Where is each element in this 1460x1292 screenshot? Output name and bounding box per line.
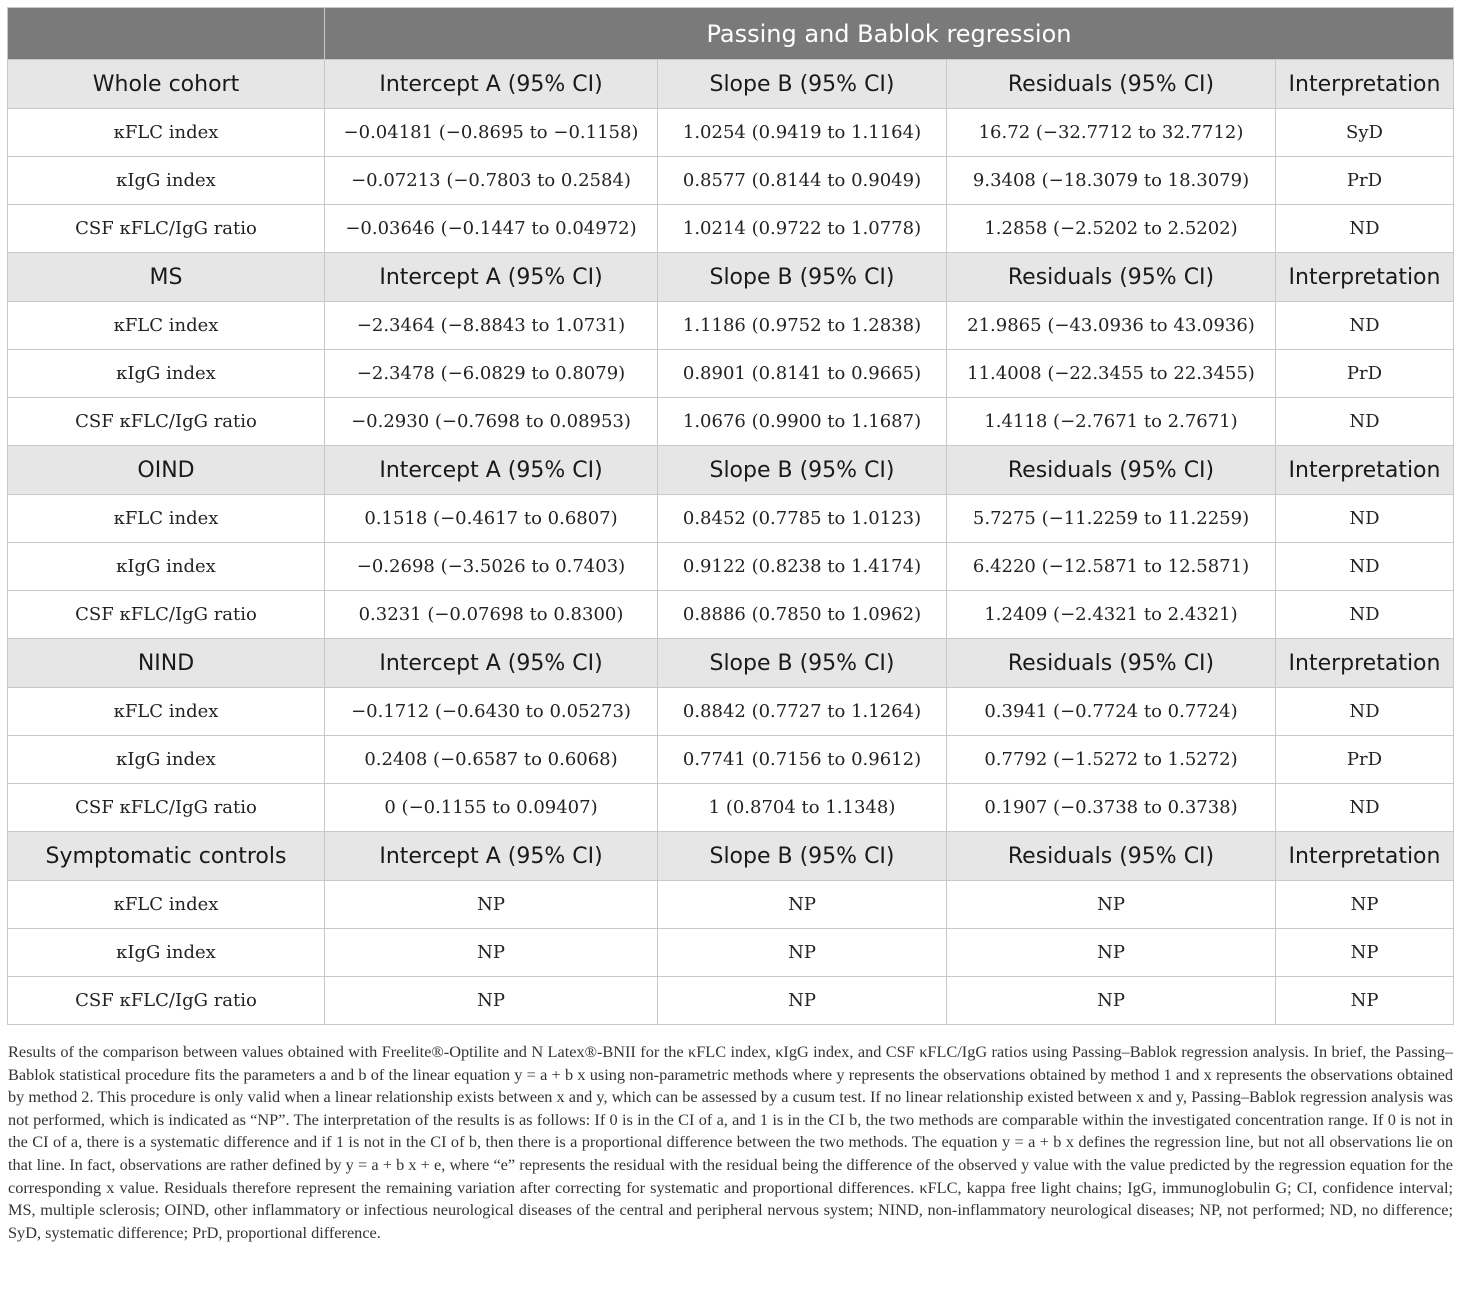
row-label: CSF κFLC/IgG ratio [8,205,325,253]
residuals-cell: 1.2409 (−2.4321 to 2.4321) [947,591,1276,639]
group-name: Symptomatic controls [8,832,325,881]
column-header: Residuals (95% CI) [947,639,1276,688]
slope-cell: NP [658,929,947,977]
interpretation-cell: ND [1276,784,1454,832]
interpretation-cell: ND [1276,688,1454,736]
residuals-cell: 1.4118 (−2.7671 to 2.7671) [947,398,1276,446]
column-header: Slope B (95% CI) [658,253,947,302]
intercept-cell: NP [325,929,658,977]
interpretation-cell: PrD [1276,736,1454,784]
row-label: κFLC index [8,302,325,350]
slope-cell: 1.1186 (0.9752 to 1.2838) [658,302,947,350]
table-title-blank-cell [8,8,325,60]
residuals-cell: 1.2858 (−2.5202 to 2.5202) [947,205,1276,253]
column-header: Intercept A (95% CI) [325,60,658,109]
row-label: κFLC index [8,881,325,929]
group-name: MS [8,253,325,302]
interpretation-cell: ND [1276,302,1454,350]
group-header-row [8,253,1454,302]
table-title: Passing and Bablok regression [325,8,1454,60]
row-label: κIgG index [8,350,325,398]
row-label: κFLC index [8,688,325,736]
interpretation-cell: ND [1276,495,1454,543]
table-row [8,495,1454,543]
slope-cell: 0.8901 (0.8141 to 0.9665) [658,350,947,398]
group-name: Whole cohort [8,60,325,109]
intercept-cell: −0.07213 (−0.7803 to 0.2584) [325,157,658,205]
intercept-cell: −0.03646 (−0.1447 to 0.04972) [325,205,658,253]
intercept-cell: −0.1712 (−0.6430 to 0.05273) [325,688,658,736]
column-header: Interpretation [1276,60,1454,109]
row-label: κIgG index [8,929,325,977]
slope-cell: NP [658,977,947,1025]
slope-cell: 0.7741 (0.7156 to 0.9612) [658,736,947,784]
slope-cell: 0.8886 (0.7850 to 1.0962) [658,591,947,639]
column-header: Slope B (95% CI) [658,446,947,495]
residuals-cell: NP [947,881,1276,929]
table-body [8,60,1454,1025]
table-caption: Results of the comparison between values obtained with Freelite®-Optilite and N Latex®-BNII for the κFLC index, κIgG index, and CSF κFLC/IgG ratios using Passing–Bablok regression analysis. In brief, the Passing–Bablok statistical procedure fits the parameters a and b of the linear equation y = a + b x using non-parametric methods where y represents the observations obtained by method 1 and x represents the observations obtained by method 2. This procedure is only valid when a linear relationship exists between x and y, which can be assessed by a cusum test. If no linear relationship existed between x and y, Passing–Bablok regression analysis was not performed, which is indicated as “NP”. The interpretation of the results is as follows: If 0 is in the CI of a, and 1 is in the CI b, the two methods are comparable within the investigated concentration range. If 0 is not in the CI of a, there is a systematic difference and if 1 is not in the CI of b, then there is a proportional difference between the two methods. The equation y = a + b x defines the regression line, but not all observations lie on that line. In fact, observations are rather defined by y = a + b x + e, where “e” represents the residual with the residual being the difference of the observed y value with the value predicted by the regression equation for the corresponding x value. Residuals therefore represent the remaining variation after correcting for systematic and proportional differences. κFLC, kappa free light chains; IgG, immunoglobulin G; CI, confidence interval; MS, multiple sclerosis; OIND, other inflammatory or infectious neurological diseases of the central and peripheral nervous system; NIND, non-inflammatory neurological diseases; NP, not performed; ND, no difference; SyD, systematic difference; PrD, proportional difference. [8,1042,1453,1242]
table-row [8,591,1454,639]
residuals-cell: 0.1907 (−0.3738 to 0.3738) [947,784,1276,832]
group-header-row [8,60,1454,109]
group-header-row [8,832,1454,881]
column-header: Intercept A (95% CI) [325,253,658,302]
interpretation-cell: ND [1276,398,1454,446]
table-row [8,929,1454,977]
intercept-cell: −0.2698 (−3.5026 to 0.7403) [325,543,658,591]
column-header: Slope B (95% CI) [658,60,947,109]
passing-bablok-table [7,7,1454,1025]
row-label: κFLC index [8,495,325,543]
slope-cell: 0.8452 (0.7785 to 1.0123) [658,495,947,543]
column-header: Residuals (95% CI) [947,446,1276,495]
table-row [8,302,1454,350]
residuals-cell: 0.3941 (−0.7724 to 0.7724) [947,688,1276,736]
interpretation-cell: PrD [1276,350,1454,398]
table-row [8,688,1454,736]
interpretation-cell: PrD [1276,157,1454,205]
group-name: OIND [8,446,325,495]
column-header: Intercept A (95% CI) [325,446,658,495]
residuals-cell: 21.9865 (−43.0936 to 43.0936) [947,302,1276,350]
row-label: CSF κFLC/IgG ratio [8,784,325,832]
intercept-cell: −2.3478 (−6.0829 to 0.8079) [325,350,658,398]
intercept-cell: 0.3231 (−0.07698 to 0.8300) [325,591,658,639]
intercept-cell: NP [325,881,658,929]
table-row [8,881,1454,929]
residuals-cell: 6.4220 (−12.5871 to 12.5871) [947,543,1276,591]
row-label: CSF κFLC/IgG ratio [8,977,325,1025]
residuals-cell: 16.72 (−32.7712 to 32.7712) [947,109,1276,157]
column-header: Interpretation [1276,446,1454,495]
table-row [8,736,1454,784]
slope-cell: 1.0214 (0.9722 to 1.0778) [658,205,947,253]
table-row [8,543,1454,591]
column-header: Intercept A (95% CI) [325,639,658,688]
residuals-cell: 9.3408 (−18.3079 to 18.3079) [947,157,1276,205]
table-title-row [8,8,1454,60]
intercept-cell: −0.2930 (−0.7698 to 0.08953) [325,398,658,446]
interpretation-cell: ND [1276,543,1454,591]
residuals-cell: NP [947,977,1276,1025]
interpretation-cell: NP [1276,977,1454,1025]
table-row [8,398,1454,446]
slope-cell: 0.8577 (0.8144 to 0.9049) [658,157,947,205]
group-header-row [8,446,1454,495]
column-header: Residuals (95% CI) [947,832,1276,881]
row-label: κIgG index [8,543,325,591]
slope-cell: 1.0254 (0.9419 to 1.1164) [658,109,947,157]
column-header: Slope B (95% CI) [658,639,947,688]
row-label: κIgG index [8,157,325,205]
column-header: Interpretation [1276,639,1454,688]
column-header: Intercept A (95% CI) [325,832,658,881]
table-row [8,977,1454,1025]
table-row [8,109,1454,157]
row-label: κIgG index [8,736,325,784]
intercept-cell: 0 (−0.1155 to 0.09407) [325,784,658,832]
column-header: Residuals (95% CI) [947,60,1276,109]
residuals-cell: 11.4008 (−22.3455 to 22.3455) [947,350,1276,398]
interpretation-cell: ND [1276,591,1454,639]
slope-cell: NP [658,881,947,929]
table-row [8,205,1454,253]
interpretation-cell: ND [1276,205,1454,253]
column-header: Slope B (95% CI) [658,832,947,881]
row-label: CSF κFLC/IgG ratio [8,591,325,639]
interpretation-cell: NP [1276,881,1454,929]
intercept-cell: NP [325,977,658,1025]
slope-cell: 1 (0.8704 to 1.1348) [658,784,947,832]
intercept-cell: 0.2408 (−0.6587 to 0.6068) [325,736,658,784]
table-row [8,350,1454,398]
interpretation-cell: NP [1276,929,1454,977]
row-label: κFLC index [8,109,325,157]
slope-cell: 0.8842 (0.7727 to 1.1264) [658,688,947,736]
intercept-cell: −0.04181 (−0.8695 to −0.1158) [325,109,658,157]
slope-cell: 0.9122 (0.8238 to 1.4174) [658,543,947,591]
intercept-cell: −2.3464 (−8.8843 to 1.0731) [325,302,658,350]
residuals-cell: 0.7792 (−1.5272 to 1.5272) [947,736,1276,784]
interpretation-cell: SyD [1276,109,1454,157]
group-name: NIND [8,639,325,688]
table-row [8,157,1454,205]
intercept-cell: 0.1518 (−0.4617 to 0.6807) [325,495,658,543]
column-header: Residuals (95% CI) [947,253,1276,302]
row-label: CSF κFLC/IgG ratio [8,398,325,446]
group-header-row [8,639,1454,688]
table-row [8,784,1454,832]
slope-cell: 1.0676 (0.9900 to 1.1687) [658,398,947,446]
residuals-cell: 5.7275 (−11.2259 to 11.2259) [947,495,1276,543]
column-header: Interpretation [1276,832,1454,881]
residuals-cell: NP [947,929,1276,977]
column-header: Interpretation [1276,253,1454,302]
